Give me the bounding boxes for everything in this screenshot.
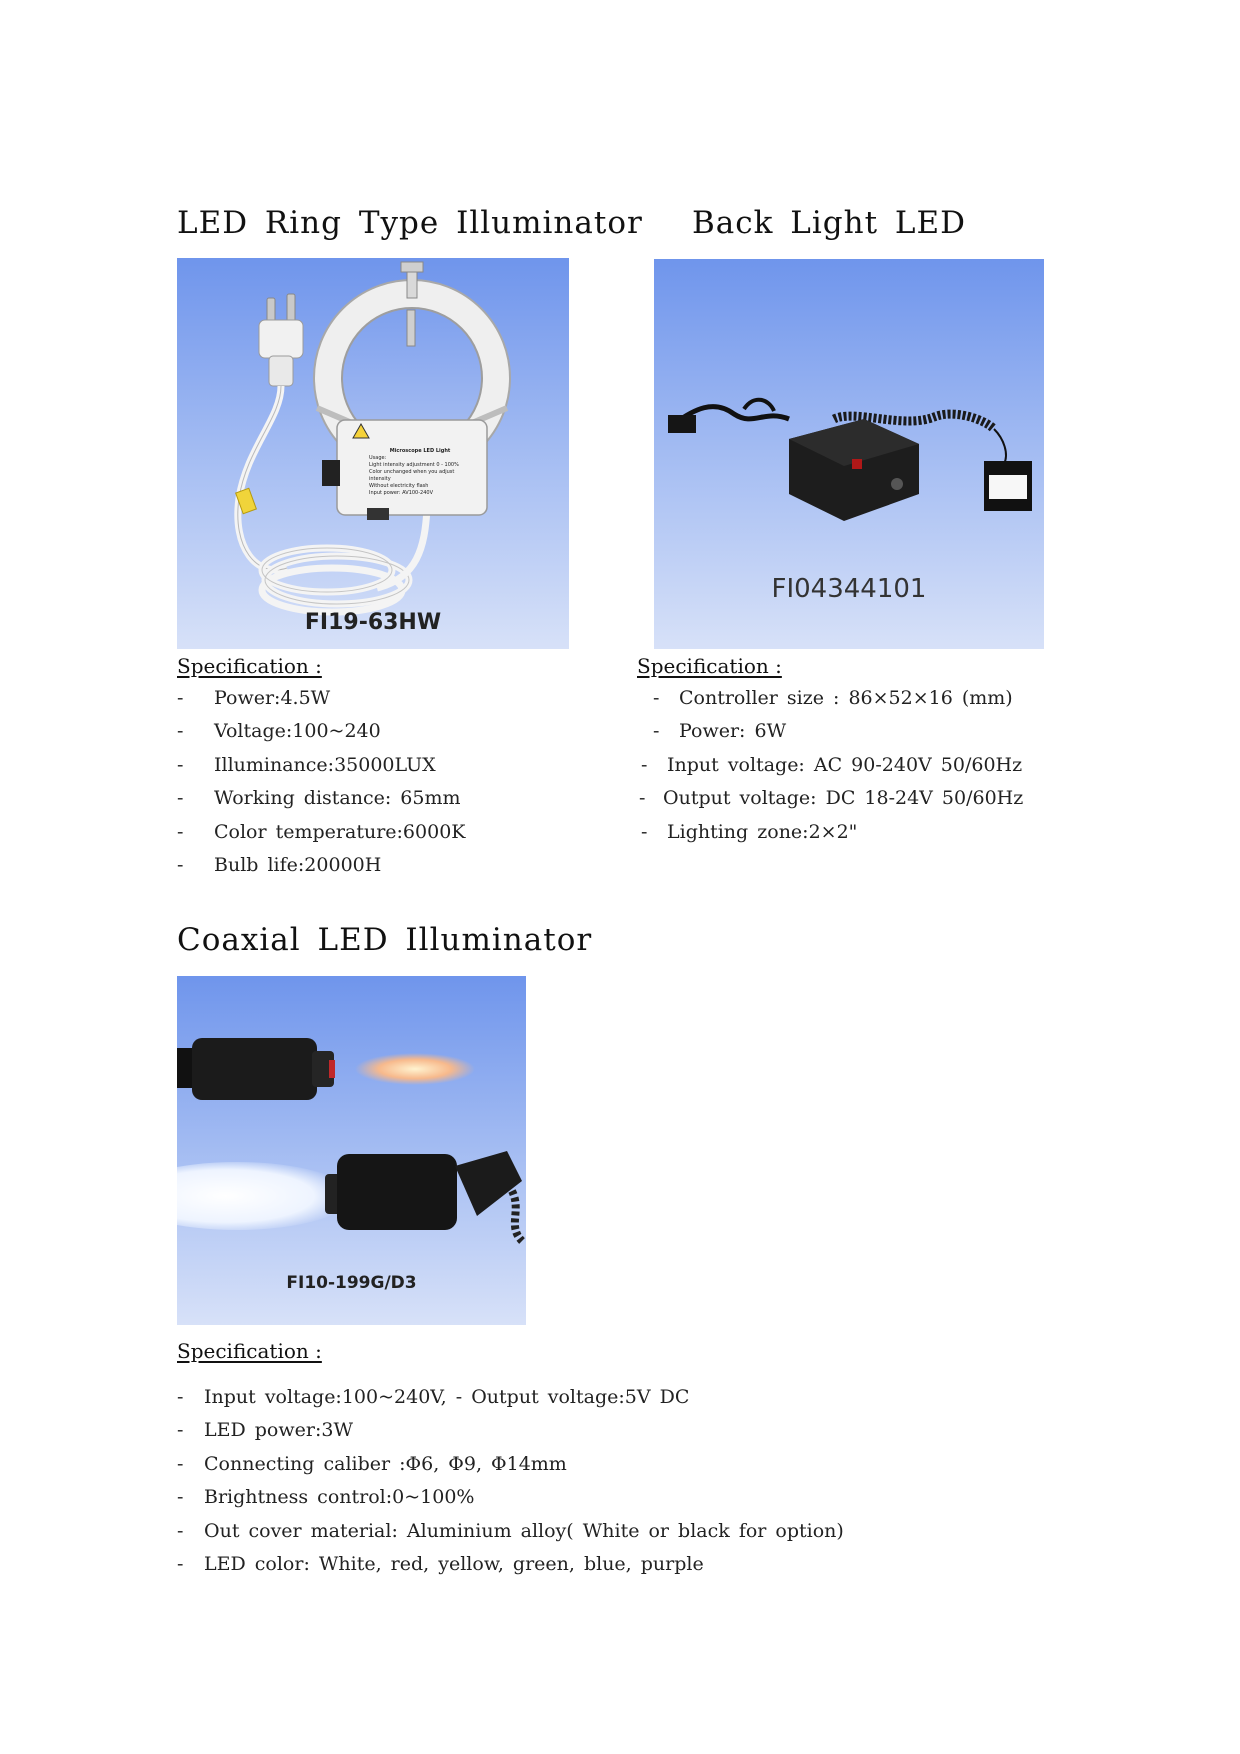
- ring-illuminator-photo: [177, 258, 569, 649]
- backlight-model-label: FI04344101: [771, 574, 927, 604]
- dash: -: [177, 820, 184, 843]
- list-item: - Lighting zone:2×2": [639, 816, 1023, 849]
- ring-section-title: LED Ring Type Illuminator: [177, 205, 643, 241]
- ring-model-label: FI19-63HW: [304, 610, 442, 635]
- ring-sticker-text: Microscope LED Light Usage: Light intensity adjustment 0 - 100% Color unchanged when you adjust intensity Without electricity flash Input power: AV100-240V: [369, 448, 459, 496]
- coaxial-spec-list: [177, 1381, 844, 1581]
- coaxial-spec-title: Specification :: [177, 1339, 322, 1363]
- dash: -: [177, 1452, 184, 1475]
- dash: -: [177, 687, 184, 709]
- dash: -: [177, 1419, 184, 1442]
- list-item: - Brightness control:0~100%: [177, 1481, 844, 1514]
- list-item: - Color temperature:6000K: [177, 816, 465, 849]
- dash: -: [177, 787, 184, 810]
- dash: -: [177, 753, 184, 776]
- list-item: - Controller size : 86×52×16 (mm): [639, 682, 1023, 715]
- dash: -: [177, 1553, 184, 1576]
- dash: -: [653, 687, 660, 709]
- list-item: - Bulb life:20000H: [177, 849, 465, 882]
- list-item: - Power:4.5W: [177, 682, 465, 715]
- list-item: - Input voltage:100~240V, - Output voltage:5V DC: [177, 1381, 844, 1414]
- coaxial-photo: [177, 976, 526, 1325]
- list-item: - Connecting caliber :Φ6, Φ9, Φ14mm: [177, 1448, 844, 1481]
- list-item: - Power: 6W: [639, 715, 1023, 748]
- dash: -: [639, 787, 646, 810]
- backlight-spec-title: Specification :: [637, 654, 782, 678]
- list-item: - Working distance: 65mm: [177, 782, 465, 815]
- dash: -: [177, 720, 184, 743]
- list-item: - Voltage:100~240: [177, 715, 465, 748]
- backlight-photo: [654, 259, 1044, 649]
- backlight-spec-list: [639, 682, 1023, 849]
- ring-spec-list: [177, 682, 465, 882]
- dash: -: [177, 1519, 184, 1542]
- dash: -: [653, 720, 660, 743]
- coaxial-model-label: FI10-199G/D3: [286, 1273, 417, 1293]
- ring-spec-title: Specification :: [177, 654, 322, 678]
- list-item: - Out cover material: Aluminium alloy( White or black for option): [177, 1515, 844, 1548]
- dash: -: [177, 1486, 184, 1509]
- backlight-section-title: Back Light LED: [692, 205, 966, 241]
- dash: -: [641, 753, 648, 776]
- list-item: - LED color: White, red, yellow, green, blue, purple: [177, 1548, 844, 1581]
- list-item: - Output voltage: DC 18-24V 50/60Hz: [639, 782, 1023, 815]
- coaxial-section-title: Coaxial LED Illuminator: [177, 922, 593, 958]
- dash: -: [177, 854, 184, 877]
- list-item: - LED power:3W: [177, 1414, 844, 1447]
- dash: -: [177, 1386, 184, 1408]
- list-item: - Input voltage: AC 90-240V 50/60Hz: [639, 749, 1023, 782]
- dash: -: [641, 820, 648, 843]
- list-item: - Illuminance:35000LUX: [177, 749, 465, 782]
